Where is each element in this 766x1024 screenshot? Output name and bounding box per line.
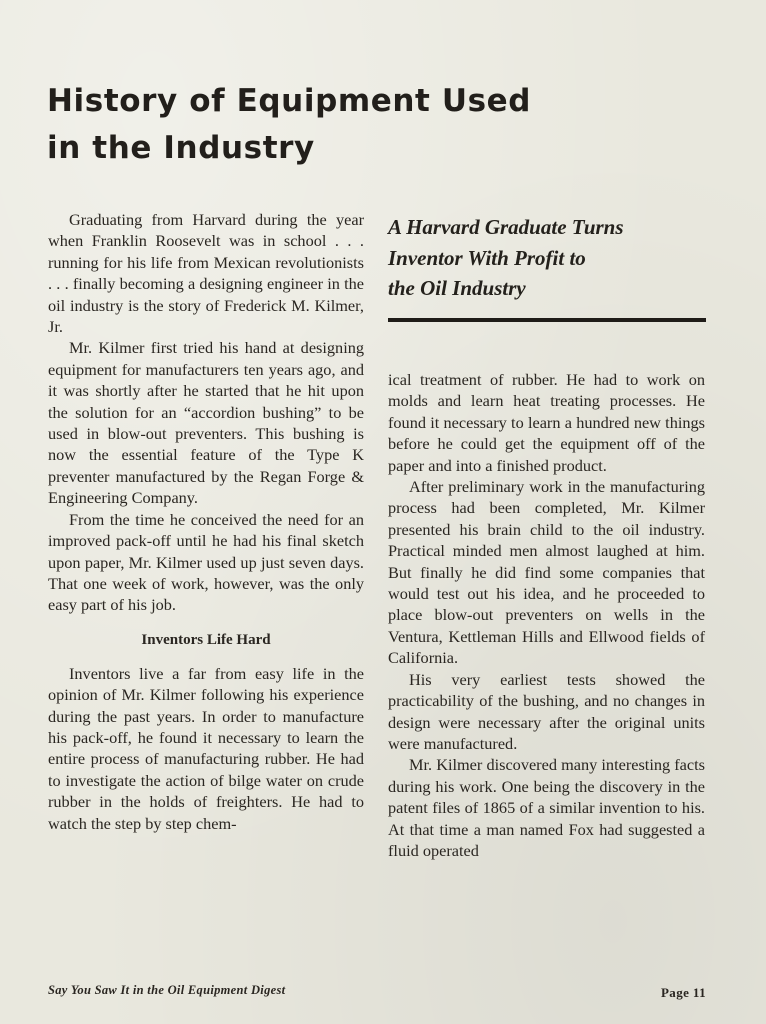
body-paragraph: From the time he conceived the need for an improved pack-off until he had his final sketch upon paper, Mr. Kilmer used up just seven days. That one week of work, however, was the only easy part of his job. [48,509,364,615]
article-title-line-2: in the Industry [47,130,315,166]
body-paragraph: Inventors live a far from easy life in the opinion of Mr. Kilmer following his experience during the past years. In order to manufacture his pack-off, he found it necessary to learn the entire process of manufacturing rubber. He had to investigate the action of bilge water on crude rubber in the holds of freighters. He had to watch the step by step chem- [48,663,364,833]
page-number: Page 11 [660,985,706,1000]
body-paragraph: Mr. Kilmer first tried his hand at designing equipment for manufacturers ten years ago, and it was shortly after he started that he hit upon the solution for an “accordion bushing” to be used in blow-out preventers. This bushing is now the essential feature of the Type K preventer manufactured by the Regan Forge & Engineering Company. [48,338,364,508]
body-paragraph: His very earliest tests showed the practicability of the bushing, and no changes in design were necessary after the original units were manufactured. [388,669,705,753]
body-paragraph: Graduating from Harvard during the year when Franklin Roosevelt was in school . . . running for his life from Mexican revolutionists . . . finally becoming a designing engineer in the oil industry is the story of Frederick M. Kilmer, Jr. [48,210,364,337]
callout-divider-rule [388,318,706,322]
callout-line-3: the Oil Industry [388,276,526,300]
body-paragraph: Mr. Kilmer discovered many interesting facts during his work. One being the discovery in the patent files of 1865 of a similar invention to his. At that time a man named Fox had suggested a fluid operated [388,755,705,860]
footer-tagline: Say You Saw It in the Oil Equipment Digest [48,983,286,997]
callout-line-1: A Harvard Graduate Turns [388,215,624,239]
article-title [47,78,647,172]
callout-headline [388,212,706,304]
article-title-line-1: History of Equipment Used [47,83,532,119]
left-column [48,209,364,834]
body-paragraph: ical treatment of rubber. He had to work on molds and learn heat treating processes. He found it necessary to learn a hundred new things before he could get the equipment off of the paper and into a finished product. [388,370,705,475]
callout-line-2: Inventor With Profit to [388,245,586,270]
body-paragraph: After preliminary work in the manufacturing process had been completed, Mr. Kilmer presented his brain child to the oil industry. Practical minded men almost laughed at him. But finally he did find some companies that would test out his idea, and he proceeded to place blow-out preventers on wells in the Ventura, Kettleman Hills and Ellwood fields of California. [388,477,705,668]
section-subheading: Inventors Life Hard [141,631,271,648]
right-column [388,369,705,861]
